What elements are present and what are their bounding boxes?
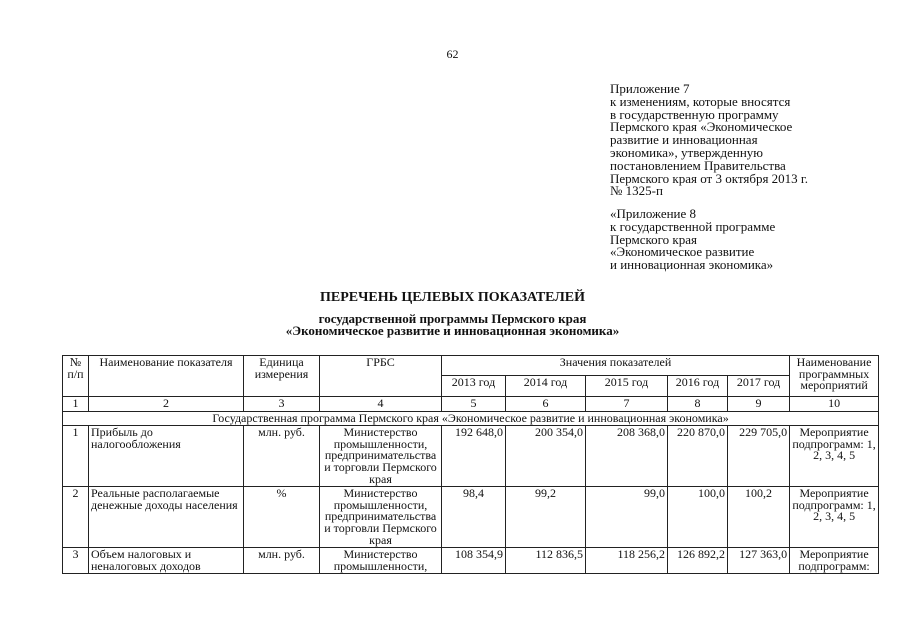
value-cell: 208 368,0 (586, 426, 668, 487)
column-number: 10 (790, 397, 879, 412)
column-number: 6 (506, 397, 586, 412)
measures-cell: Мероприятие подпрограмм: 1, 2, 3, 4, 5 (790, 487, 879, 548)
value-cell: 112 836,5 (506, 548, 586, 574)
column-number: 7 (586, 397, 668, 412)
value-cell: 98,4 (442, 487, 506, 548)
row-num: 2 (63, 487, 89, 548)
appendix-8-note: «Приложение 8 к государственной программе Пермского края «Экономическое развитие и инновационная экономика» (610, 206, 776, 273)
indicator-name: Объем налоговых и неналоговых доходов (89, 548, 244, 574)
document-title: ПЕРЕЧЕНЬ ЦЕЛЕВЫХ ПОКАЗАТЕЛЕЙ (320, 290, 585, 305)
header-grbs: ГРБС (320, 356, 442, 397)
value-cell: 220 870,0 (668, 426, 728, 487)
header-num: № п/п (63, 356, 89, 397)
value-cell: 229 705,0 (728, 426, 790, 487)
value-cell: 99,2 (506, 487, 586, 548)
indicator-unit: % (244, 487, 320, 548)
indicator-grbs: Министерство промышленности, предпринимательства и торговли Пермского края (320, 426, 442, 487)
value-cell: 127 363,0 (728, 548, 790, 574)
header-year: 2015 год (586, 376, 668, 397)
indicator-unit: млн. руб. (244, 426, 320, 487)
column-number: 1 (63, 397, 89, 412)
column-number: 5 (442, 397, 506, 412)
value-cell: 108 354,9 (442, 548, 506, 574)
column-number: 3 (244, 397, 320, 412)
header-year: 2016 год (668, 376, 728, 397)
value-cell: 118 256,2 (586, 548, 668, 574)
table-row (63, 426, 879, 487)
indicators-table (62, 355, 879, 574)
indicator-unit: млн. руб. (244, 548, 320, 574)
appendix-7-note: Приложение 7 к изменениям, которые вносятся в государственную программу Пермского края «Экономическое развитие и инновационная экономика», утвержденную постановлением Правительства Пермского края от 3 октября 2013 г. № 1325-п (610, 81, 809, 199)
header-values: Значения показателей (442, 356, 790, 376)
value-cell: 192 648,0 (442, 426, 506, 487)
indicator-grbs: Министерство промышленности, предпринимательства и торговли Пермского края (320, 487, 442, 548)
header-unit: Единица измерения (244, 356, 320, 397)
column-number: 9 (728, 397, 790, 412)
table-row (63, 548, 879, 574)
value-cell: 100,2 (728, 487, 790, 548)
value-cell: 99,0 (586, 487, 668, 548)
header-year: 2017 год (728, 376, 790, 397)
header-name: Наименование показателя (89, 356, 244, 397)
header-year: 2014 год (506, 376, 586, 397)
row-num: 1 (63, 426, 89, 487)
document-subtitle: государственной программы Пермского края (318, 311, 587, 326)
measures-cell: Мероприятие подпрограмм: 1, 2, 3, 4, 5 (790, 426, 879, 487)
program-name: «Экономическое развитие и инновационная экономика» (285, 323, 620, 338)
value-cell: 126 892,2 (668, 548, 728, 574)
column-number: 4 (320, 397, 442, 412)
value-cell: 200 354,0 (506, 426, 586, 487)
table-row (63, 487, 879, 548)
indicator-name: Реальные располагаемые денежные доходы населения (89, 487, 244, 548)
column-number: 2 (89, 397, 244, 412)
indicator-grbs: Министерство промышленности, (320, 548, 442, 574)
page-number: 62 (446, 47, 459, 61)
value-cell: 100,0 (668, 487, 728, 548)
program-row: Государственная программа Пермского края «Экономическое развитие и инновационная экономика» (63, 411, 879, 426)
header-measures: Наименование программных мероприятий (790, 356, 879, 397)
measures-cell: Мероприятие подпрограмм: (790, 548, 879, 574)
header-year: 2013 год (442, 376, 506, 397)
row-num: 3 (63, 548, 89, 574)
indicator-name: Прибыль до налогообложения (89, 426, 244, 487)
column-number: 8 (668, 397, 728, 412)
